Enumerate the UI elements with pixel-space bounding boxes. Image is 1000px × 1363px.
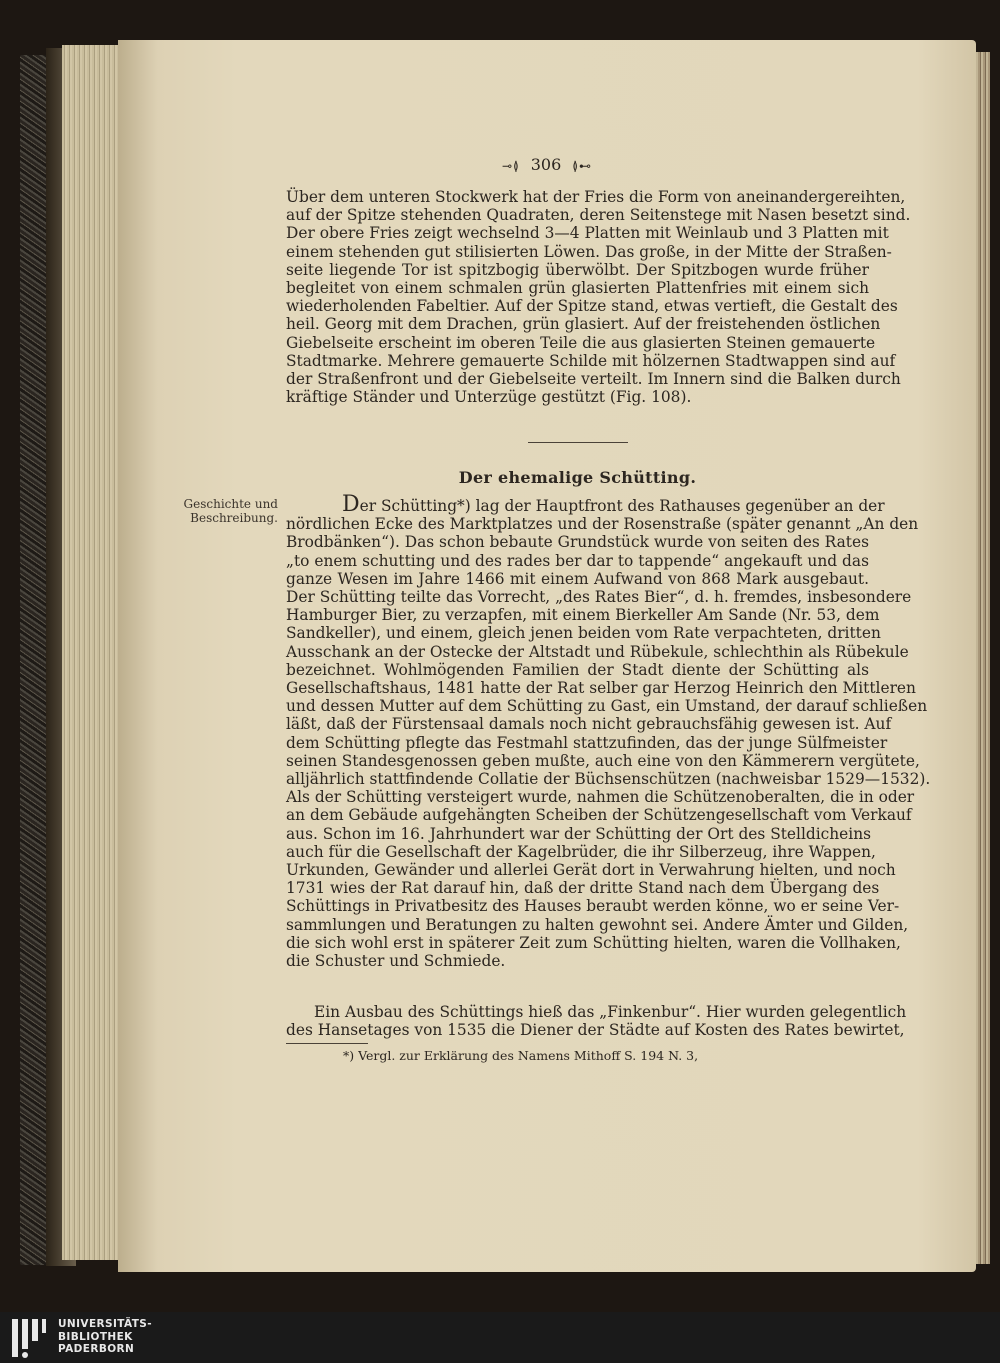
section-title: Der ehemalige Schütting.: [458, 468, 697, 487]
text-line: Urkunden, Gewänder und allerlei Gerät dort in Verwahrung hielten, und noch: [286, 861, 896, 880]
text-line-rest: er Schütting*) lag der Hauptfront des Rathauses gegenüber an der: [359, 497, 885, 515]
book-page: [118, 40, 976, 1272]
text-line: Sandkeller), und einem, gleich jenen beiden vom Rate verpachteten, dritten: [286, 624, 881, 643]
body-paragraph-2: [286, 1003, 907, 1040]
text-line: des Hansetages von 1535 die Diener der Städte auf Kosten des Rates bewirtet,: [286, 1021, 905, 1040]
text-line: sammlungen und Beratungen zu halten gewohnt sei. Andere Ämter und Gilden,: [286, 915, 909, 934]
body-paragraph: [286, 492, 931, 971]
section-divider: [528, 442, 628, 443]
text-line: Brodbänken“). Das schon bebaute Grundstück wurde von seiten des Rates: [286, 533, 869, 552]
text-line: kräftige Ständer und Unterzüge gestützt (Fig. 108).: [286, 388, 692, 407]
text-line: läßt, daß der Fürstensaal damals noch nicht gebrauchsfähig gewesen ist. Auf: [286, 715, 892, 734]
text-line: heil. Georg mit dem Drachen, grün glasiert. Auf der freistehenden östlichen: [286, 315, 881, 334]
text-line: Der Schütting teilte das Vorrecht, „des Rates Bier“, d. h. fremdes, insbesondere: [286, 588, 912, 607]
text-line: Schüttings in Privatbesitz des Hauses beraubt werden könne, wo er seine Ver-: [286, 897, 900, 916]
text-line: [286, 492, 885, 517]
margin-note-line: Geschichte und: [183, 497, 278, 511]
text-line: bezeichnet. Wohlmögenden Familien der Stadt diente der Schütting als: [286, 660, 869, 679]
text-line: Giebelseite erscheint im oberen Teile die aus glasierten Steinen gemauerte: [286, 333, 876, 352]
footnote: *) Vergl. zur Erklärung des Namens Mithoff S. 194 N. 3,: [343, 1048, 699, 1063]
library-name: [58, 1318, 152, 1356]
text-line: seite liegende Tor ist spitzbogig überwölbt. Der Spitzbogen wurde früher: [286, 260, 869, 279]
text-line: die Schuster und Schmiede.: [286, 952, 506, 971]
text-line: und dessen Mutter auf dem Schütting zu Gast, ein Umstand, der darauf schließen: [286, 697, 928, 716]
library-name-line: PADERBORN: [58, 1343, 135, 1355]
text-line: Gesellschaftshaus, 1481 hatte der Rat selber gar Herzog Heinrich den Mittleren: [286, 679, 916, 698]
text-line: Ausschank an der Ostecke der Altstadt und Rübekule, schlechthin als Rübekule: [286, 642, 909, 661]
text-line: auch für die Gesellschaft der Kagelbrüder, die ihr Silberzeug, ihre Wappen,: [286, 842, 876, 861]
text-line: wiederholenden Fabeltier. Auf der Spitze stand, etwas vertieft, die Gestalt des: [286, 297, 898, 316]
library-name-line: BIBLIOTHEK: [58, 1330, 133, 1343]
text-line: „to enem schutting und des rades ber dar to tappende“ angekauft und das: [286, 551, 869, 570]
text-line: nördlichen Ecke des Marktplatzes und der Rosenstraße (später genannt „An den: [286, 515, 919, 534]
drop-cap: D: [342, 492, 360, 517]
text-line: einem stehenden gut stilisierten Löwen. Das große, in der Mitte der Straßen-: [286, 242, 892, 261]
page-edges-left: [62, 45, 122, 1260]
footnote-rule: [286, 1043, 368, 1044]
intro-paragraph: [286, 188, 911, 407]
text-line: ganze Wesen im Jahre 1466 mit einem Aufwand von 868 Mark ausgebaut.: [286, 569, 869, 588]
library-logo-icon: [10, 1317, 48, 1359]
margin-note-line: Beschreibung.: [190, 511, 278, 525]
text-line: Der obere Fries zeigt wechselnd 3—4 Platten mit Weinlaub und 3 Platten mit: [286, 224, 889, 243]
text-line: Ein Ausbau des Schüttings hieß das „Finkenbur“. Hier wurden gelegentlich: [314, 1003, 907, 1021]
text-line: Über dem unteren Stockwerk hat der Fries die Form von aneinandergereihten,: [286, 188, 906, 206]
text-line: der Straßenfront und der Giebelseite verteilt. Im Innern sind die Balken durch: [286, 370, 901, 389]
text-line: die sich wohl erst in späterer Zeit zum Schütting hielten, waren die Vollhaken,: [286, 933, 901, 952]
text-line: alljährlich stattfindende Collatie der Büchsenschützen (nachweisbar 1529—1532).: [286, 770, 931, 789]
text-line: Stadtmarke. Mehrere gemauerte Schilde mit hölzernen Stadtwappen sind auf: [286, 351, 896, 370]
header-ornament-left: ⊸≬: [502, 159, 520, 173]
text-line: 1731 wies der Rat darauf hin, daß der dritte Stand nach dem Übergang des: [286, 879, 880, 898]
page-number: 306: [530, 155, 562, 174]
text-line: dem Schütting pflegte das Festmahl stattzufinden, das der junge Sülfmeister: [286, 733, 888, 752]
text-line: auf der Spitze stehenden Quadraten, deren Seitenstege mit Nasen besetzt sind.: [286, 206, 911, 225]
text-line: an dem Gebäude aufgehängten Scheiben der Schützengesellschaft vom Verkauf: [286, 806, 912, 825]
library-name-line: UNIVERSITÄTS-: [58, 1318, 153, 1330]
text-line: begleitet von einem schmalen grün glasierten Plattenfries mit einem sich: [286, 279, 869, 298]
text-line: aus. Schon im 16. Jahrhundert war der Schütting der Ort des Stelldicheins: [286, 824, 872, 843]
page-header: [118, 155, 976, 174]
text-line: seinen Standesgenossen geben mußte, auch eine von den Kämmerern vergütete,: [286, 751, 920, 770]
header-ornament-right: ≬⊷: [572, 159, 592, 173]
text-line: Als der Schütting versteigert wurde, nahmen die Schützenoberalten, die in oder: [286, 788, 915, 807]
margin-note: [158, 497, 278, 525]
text-line: Hamburger Bier, zu verzapfen, mit einem Bierkeller Am Sande (Nr. 53, dem: [286, 606, 880, 625]
